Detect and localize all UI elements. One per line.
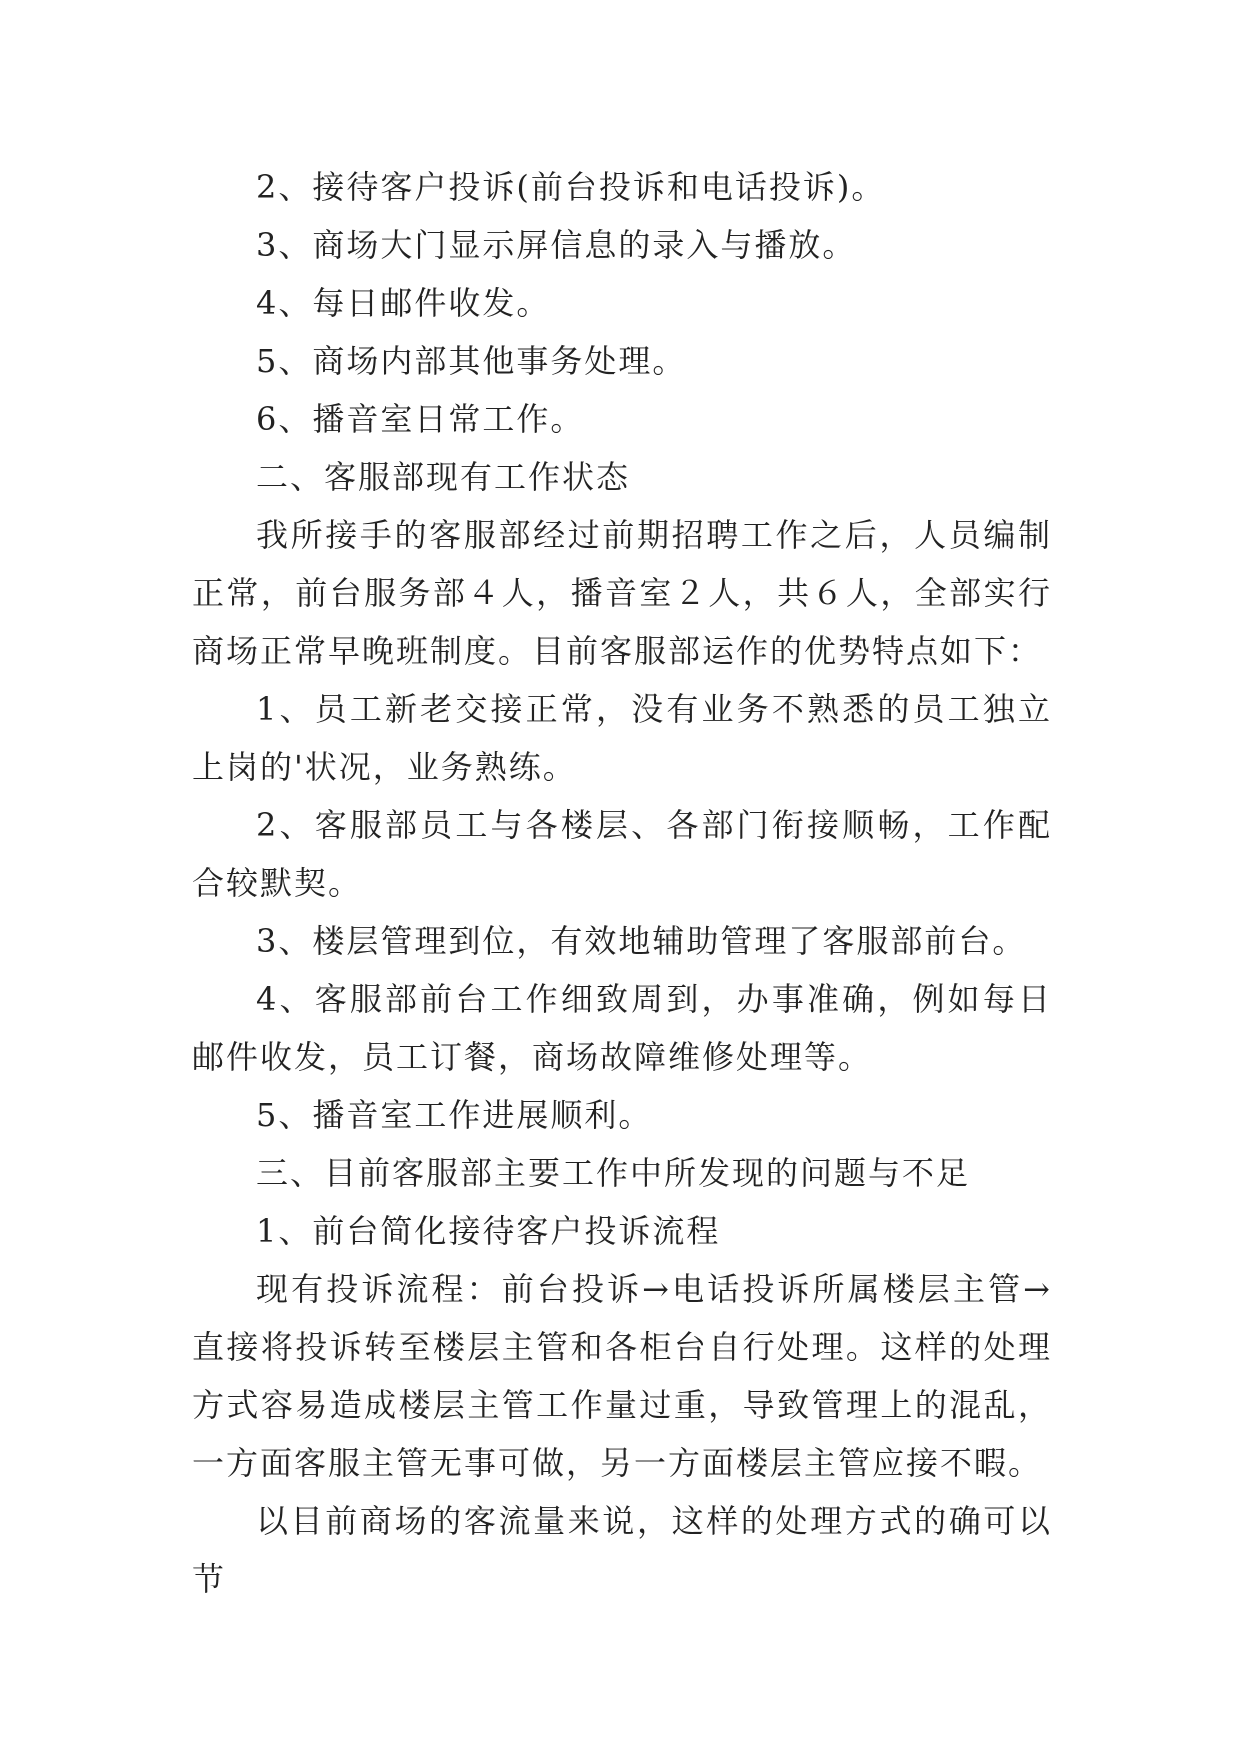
paragraph-customer-flow: 以目前商场的客流量来说，这样的处理方式的确可以节 xyxy=(192,1502,1052,1598)
paragraph-advantage-2: 2、客服部员工与各楼层、各部门衔接顺畅，工作配合较默契。 xyxy=(192,806,1052,902)
section-heading-2: 二、客服部现有工作状态 xyxy=(256,458,631,496)
paragraph-problem-1: 1、前台简化接待客户投诉流程 xyxy=(256,1212,721,1250)
paragraph-item-3: 3、商场大门显示屏信息的录入与播放。 xyxy=(256,226,857,264)
paragraph-advantage-4: 4、客服部前台工作细致周到，办事准确，例如每日邮件收发，员工订餐，商场故障维修处理等。 xyxy=(192,980,1052,1076)
paragraph-advantage-1: 1、员工新老交接正常，没有业务不熟悉的员工独立上岗的'状况，业务熟练。 xyxy=(192,690,1052,786)
paragraph-item-2: 2、接待客户投诉(前台投诉和电话投诉)。 xyxy=(256,168,886,206)
paragraph-status-intro: 我所接手的客服部经过前期招聘工作之后，人员编制正常，前台服务部４人，播音室２人，共６人，全部实行商场正常早晚班制度。目前客服部运作的优势特点如下： xyxy=(192,516,1052,670)
paragraph-complaint-flow: 现有投诉流程：前台投诉→电话投诉所属楼层主管→直接将投诉转至楼层主管和各柜台自行处理。这样的处理方式容易造成楼层主管工作量过重，导致管理上的混乱，一方面客服主管无事可做，另一方面楼层主管应接不暇。 xyxy=(192,1270,1052,1482)
document-body xyxy=(192,158,1052,1608)
paragraph-advantage-5: 5、播音室工作进展顺利。 xyxy=(256,1096,653,1134)
paragraph-item-5: 5、商场内部其他事务处理。 xyxy=(256,342,687,380)
paragraph-item-6: 6、播音室日常工作。 xyxy=(256,400,585,438)
paragraph-item-4: 4、每日邮件收发。 xyxy=(256,284,551,322)
section-heading-3: 三、目前客服部主要工作中所发现的问题与不足 xyxy=(256,1154,971,1192)
paragraph-advantage-3: 3、楼层管理到位，有效地辅助管理了客服部前台。 xyxy=(256,922,1027,960)
